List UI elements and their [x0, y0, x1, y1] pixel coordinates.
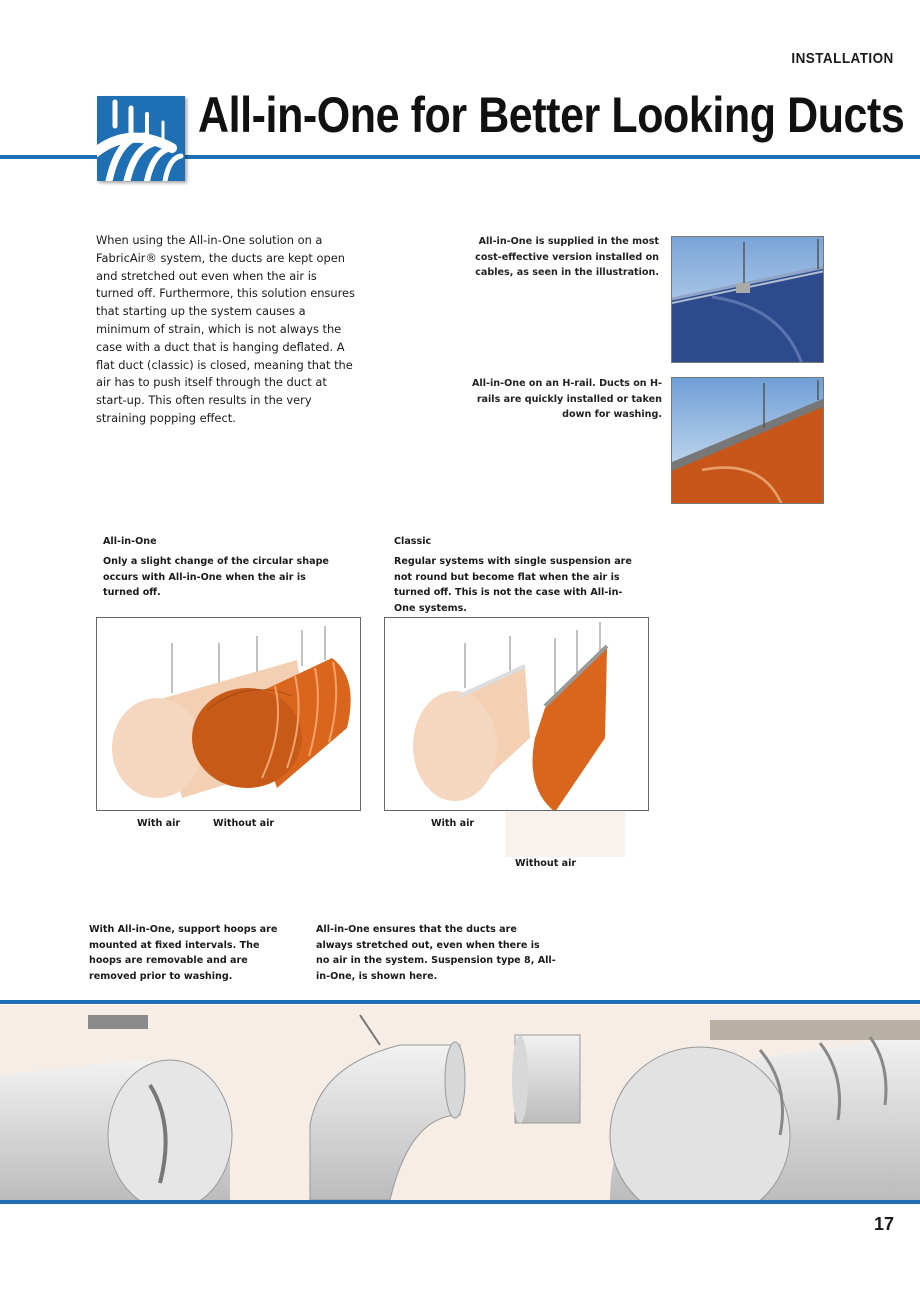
- allinone-diagram: [96, 617, 361, 811]
- section-label: INSTALLATION: [791, 50, 894, 67]
- photo-caption-hrail: All-in-One on an H-rail. Ducts on H-rails are quickly installed or taken down for washing.: [472, 378, 662, 420]
- classic-description: Regular systems with single suspension are not round but become flat when the air is turned off. This is not the case with All-in-One systems.: [394, 556, 632, 614]
- fabricair-logo-icon: [97, 96, 185, 181]
- allinone-description: Only a slight change of the circular shape occurs with All-in-One when the air is turned off.: [103, 556, 329, 598]
- photo-caption-cables: All-in-One is supplied in the most cost-effective version installed on cables, as seen in the illustration.: [475, 236, 659, 278]
- classic-diagram: [384, 617, 649, 811]
- photo-duct-hrail: [671, 377, 824, 504]
- band-top-rule: [0, 1000, 920, 1004]
- page-title: All-in-One for Better Looking Ducts: [198, 87, 905, 143]
- suspension-caption: All-in-One ensures that the ducts are always stretched out, even when there is no air in the system. Suspension type 8, All-in-One, is shown here.: [316, 924, 556, 982]
- band-bottom-rule: [0, 1200, 920, 1204]
- classic-label-without-air: Without air: [515, 858, 577, 869]
- classic-heading: Classic: [394, 536, 432, 547]
- allinone-heading: All-in-One: [103, 536, 157, 547]
- duct-illustration-band: [0, 1005, 920, 1200]
- page-number: 17: [873, 1214, 894, 1234]
- allinone-label-with-air: With air: [137, 818, 181, 829]
- hoops-caption: With All-in-One, support hoops are mounted at fixed intervals. The hoops are removable and are removed prior to washing.: [89, 924, 278, 982]
- allinone-label-without-air: Without air: [213, 818, 275, 829]
- classic-flat-duct-tail: [505, 811, 625, 857]
- photo-duct-cables: [671, 236, 824, 363]
- classic-label-with-air: With air: [431, 818, 475, 829]
- intro-paragraph: When using the All-in-One solution on a FabricAir® system, the ducts are kept open and stretched out even when the air is turned off. Furthermore, this solution ensures that starting up the system causes a minimum of strain, which is not always the case with a duct that is hanging deflated. A flat duct (classic) is closed, meaning that the air has to push itself through the duct at start-up. This often results in the very straining popping effect.: [96, 233, 355, 425]
